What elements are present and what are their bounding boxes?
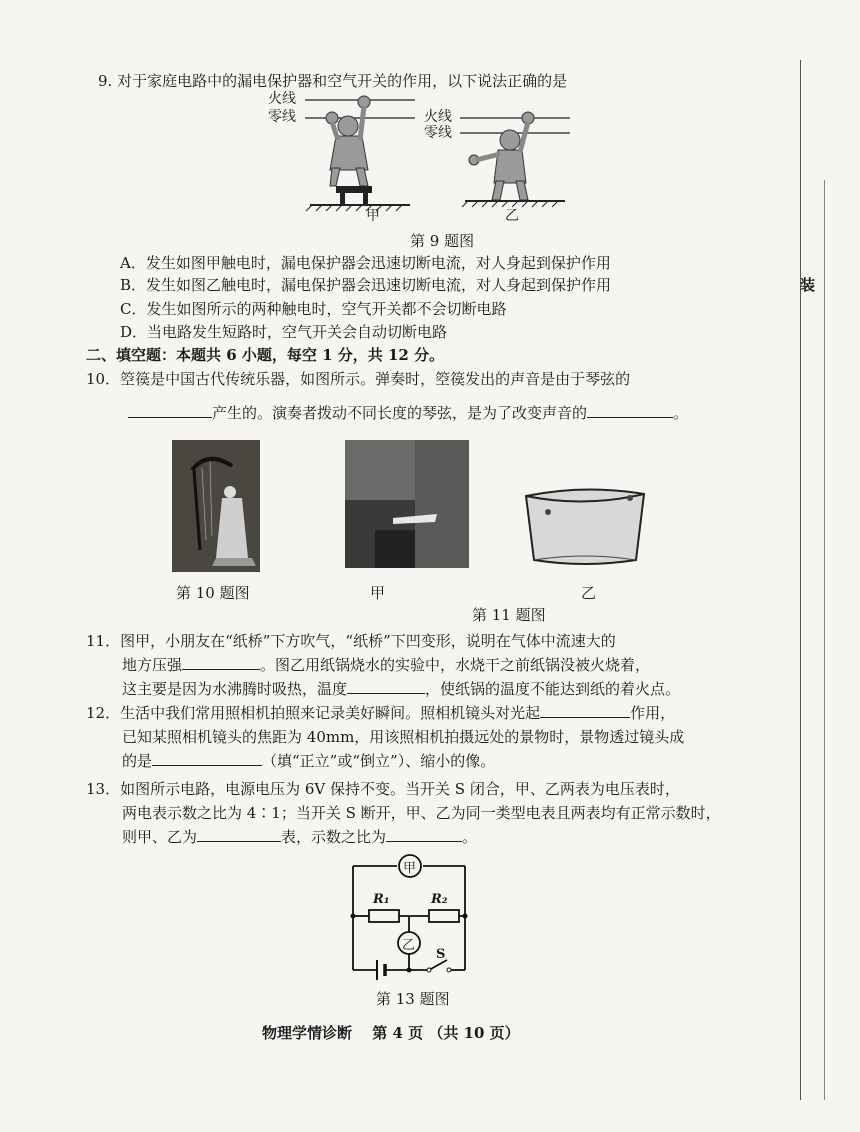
q13-line3-b: 表，示数之比为 bbox=[281, 828, 387, 846]
q13-line3-a: 则甲、乙为 bbox=[122, 828, 198, 846]
q10-line1: 10．箜篌是中国古代传统乐器，如图所示。弹奏时，箜篌发出的声音是由于琴弦的 bbox=[86, 370, 631, 388]
q9-option-a: A．发生如图甲触电时，漏电保护器会迅速切断电流，对人身起到保护作用 bbox=[120, 254, 611, 272]
q12-line3-b: （填“正立”或“倒立”）、缩小的像。 bbox=[262, 752, 496, 770]
q10-photo bbox=[172, 440, 260, 572]
binding-line-inner bbox=[824, 180, 825, 1100]
q11-fig-jia: 甲 bbox=[370, 584, 386, 602]
q9-label-huoxian-left: 火线 bbox=[268, 91, 296, 107]
q9-option-b: B．发生如图乙触电时，漏电保护器会迅速切断电流，对人身起到保护作用 bbox=[120, 276, 612, 294]
q13-label-r2: R₂ bbox=[431, 892, 448, 907]
q11-photo-jia bbox=[345, 440, 469, 568]
q13-label-switch: S bbox=[436, 947, 446, 962]
q13-caption: 第 13 题图 bbox=[376, 990, 450, 1008]
q13-meter-jia: 甲 bbox=[403, 861, 417, 876]
q9-fig-yi: 乙 bbox=[505, 208, 519, 224]
q13-line3-c: 。 bbox=[462, 828, 478, 846]
q10-blank-2[interactable] bbox=[587, 403, 673, 418]
q9-stem: 9. 对于家庭电路中的漏电保护器和空气开关的作用，以下说法正确的是 bbox=[98, 72, 568, 90]
q9-label-huoxian-right: 火线 bbox=[424, 109, 452, 125]
q13-meter-yi: 乙 bbox=[402, 938, 416, 953]
q11-line1: 11．图甲，小朋友在“纸桥”下方吹气，“纸桥”下凹变形，说明在气体中流速大的 bbox=[86, 632, 616, 650]
q9-option-d: D．当电路发生短路时，空气开关会自动切断电路 bbox=[120, 323, 448, 341]
q13-label-r1: R₁ bbox=[373, 892, 390, 907]
q11-blank-1[interactable] bbox=[182, 655, 260, 670]
q13-blank-1[interactable] bbox=[197, 827, 281, 842]
binding-line bbox=[800, 60, 801, 1100]
q11-paper-pot bbox=[520, 482, 650, 572]
q11-line2-b: 。图乙用纸锅烧水的实验中，水烧干之前纸锅没被火烧着， bbox=[260, 656, 651, 674]
q9-label-lingxian-right: 零线 bbox=[424, 125, 452, 141]
q11-line3-b: ，使纸锅的温度不能达到纸的着火点。 bbox=[425, 680, 681, 698]
q10-line2-b: 。 bbox=[673, 404, 689, 422]
q11-blank-2[interactable] bbox=[347, 679, 425, 694]
q12-line1-a: 12．生活中我们常用照相机拍照来记录美好瞬间。照相机镜头对光起 bbox=[86, 704, 541, 722]
q13-line2: 两电表示数之比为 4∶1；当开关 S 断开，甲、乙为同一类型电表且两表均有正常示数时， bbox=[122, 804, 721, 822]
page-footer: 物理学情诊断 第 4 页 （共 10 页） bbox=[262, 1024, 520, 1042]
q11-fig-yi: 乙 bbox=[581, 584, 597, 602]
q12-line1-b: 作用， bbox=[630, 704, 676, 722]
q12-blank-2[interactable] bbox=[152, 751, 262, 766]
q10-caption: 第 10 题图 bbox=[176, 584, 250, 602]
q12-line2: 已知某照相机镜头的焦距为 40mm，用该照相机拍摄远处的景物时，景物透过镜头成 bbox=[122, 728, 685, 746]
q12-line3-a: 的是 bbox=[122, 752, 153, 770]
q13-blank-2[interactable] bbox=[386, 827, 462, 842]
q13-line1: 13．如图所示电路，电源电压为 6V 保持不变。当开关 S 闭合，甲、乙两表为电压表时， bbox=[86, 780, 680, 798]
q9-fig-jia: 甲 bbox=[366, 208, 380, 224]
q12-blank-1[interactable] bbox=[540, 703, 630, 718]
section-2-title: 二、填空题：本题共 6 小题，每空 1 分，共 12 分。 bbox=[86, 346, 445, 364]
q10-line2-a: 产生的。演奏者拨动不同长度的琴弦，是为了改变声音的 bbox=[212, 404, 588, 422]
q11-line3-a: 这主要是因为水沸腾时吸热，温度 bbox=[122, 680, 348, 698]
binding-mark-zhuang: 装 bbox=[800, 276, 816, 294]
q9-label-lingxian-left: 零线 bbox=[268, 109, 296, 125]
q9-option-c: C．发生如图所示的两种触电时，空气开关都不会切断电路 bbox=[120, 300, 507, 318]
q9-caption: 第 9 题图 bbox=[410, 232, 475, 250]
q10-blank-1[interactable] bbox=[128, 403, 212, 418]
q11-line2-a: 地方压强 bbox=[122, 656, 183, 674]
q11-caption: 第 11 题图 bbox=[472, 606, 546, 624]
